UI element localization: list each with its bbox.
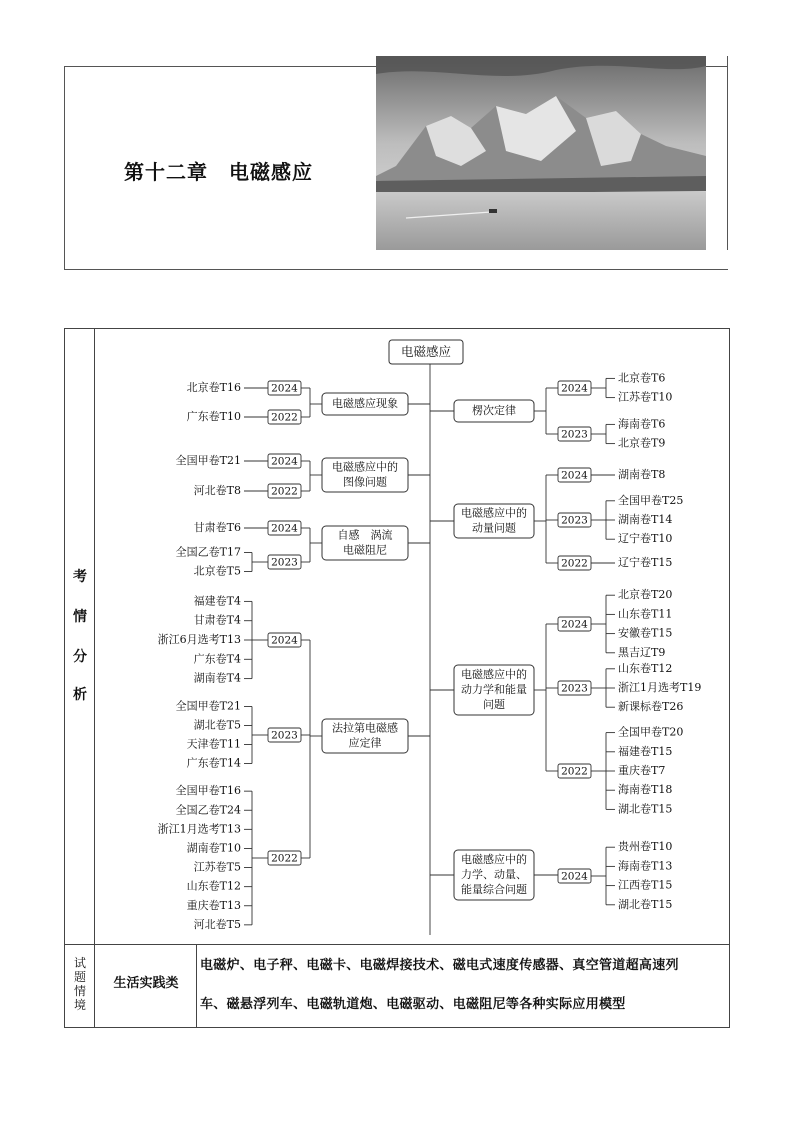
topic-node-label: 电磁感应中的 <box>332 460 398 474</box>
paper-item: 安徽卷T15 <box>618 626 673 640</box>
paper-item: 浙江1月选考T19 <box>618 681 702 694</box>
paper-item: 北京卷T9 <box>618 436 666 450</box>
paper-item: 全国甲卷T20 <box>618 725 684 739</box>
paper-item: 湖南卷T14 <box>618 513 673 526</box>
topic-node-label: 力学、动量、 <box>461 868 527 881</box>
year-label: 2024 <box>271 634 298 647</box>
year-label: 2024 <box>561 618 588 631</box>
paper-item: 湖南卷T10 <box>186 841 241 855</box>
paper-item: 甘肃卷T6 <box>193 521 241 534</box>
side-label-char: 考 <box>73 569 87 585</box>
year-label: 2022 <box>271 411 298 424</box>
paper-item: 甘肃卷T4 <box>193 613 241 627</box>
paper-item: 河北卷T8 <box>193 484 241 497</box>
paper-item: 广东卷T10 <box>186 410 241 423</box>
topic-node-label: 电磁感应中的 <box>461 668 527 681</box>
paper-item: 辽宁卷T10 <box>618 532 673 546</box>
paper-item: 福建卷T15 <box>618 744 673 758</box>
paper-item: 海南卷T13 <box>618 859 673 873</box>
paper-item: 全国乙卷T17 <box>175 545 241 559</box>
topic-node-label: 自感 涡流 <box>337 528 393 542</box>
year-label: 2024 <box>271 382 298 395</box>
year-label: 2023 <box>561 682 588 695</box>
topic-node-label: 楞次定律 <box>472 404 516 417</box>
topic-node-label: 动力学和能量 <box>461 683 527 696</box>
paper-item: 福建卷T4 <box>193 594 241 608</box>
year-label: 2024 <box>271 522 298 535</box>
scene-side-char: 境 <box>73 998 86 1012</box>
paper-item: 湖南卷T4 <box>193 671 241 685</box>
year-label: 2024 <box>561 382 588 395</box>
paper-item: 重庆卷T7 <box>618 764 666 777</box>
scene-side-char: 情 <box>73 984 86 998</box>
scene-side-char: 试 <box>73 956 86 970</box>
scene-side-char: 题 <box>73 970 86 984</box>
topic-node-label: 动量问题 <box>472 521 516 535</box>
topic-node-label: 能量综合问题 <box>461 883 527 896</box>
year-label: 2023 <box>561 514 588 527</box>
year-label: 2022 <box>271 852 298 865</box>
paper-item: 江苏卷T10 <box>618 390 673 404</box>
paper-item: 北京卷T6 <box>618 371 666 385</box>
paper-item: 北京卷T20 <box>618 588 673 602</box>
paper-item: 黑吉辽T9 <box>618 645 666 659</box>
paper-item: 海南卷T18 <box>618 783 673 797</box>
paper-item: 江苏卷T5 <box>193 860 241 874</box>
scene-category: 生活实践类 <box>113 976 179 991</box>
topic-node-label: 电磁阻尼 <box>343 543 387 557</box>
paper-item: 全国甲卷T25 <box>618 493 684 507</box>
paper-item: 湖北卷T15 <box>618 897 673 911</box>
year-label: 2023 <box>561 428 588 441</box>
paper-item: 天津卷T11 <box>186 737 241 751</box>
paper-item: 湖南卷T8 <box>618 468 666 481</box>
paper-item: 湖北卷T5 <box>193 718 241 732</box>
side-label-char: 分 <box>73 649 87 665</box>
side-label-char: 情 <box>73 609 87 625</box>
scene-text-line: 车、磁悬浮列车、电磁轨道炮、电磁驱动、电磁阻尼等各种实际应用模型 <box>200 997 626 1012</box>
topic-node-label: 电磁感应现象 <box>332 397 398 410</box>
paper-item: 新课标卷T26 <box>618 700 684 714</box>
paper-item: 山东卷T12 <box>618 661 673 675</box>
scene-text-line: 电磁炉、电子秤、电磁卡、电磁焊接技术、磁电式速度传感器、真空管道超高速列 <box>200 958 679 973</box>
year-label: 2022 <box>561 557 588 570</box>
topic-node-label: 图像问题 <box>343 475 387 489</box>
paper-item: 全国甲卷T16 <box>175 784 241 798</box>
year-label: 2023 <box>271 729 298 742</box>
paper-item: 全国乙卷T24 <box>175 803 241 817</box>
year-label: 2024 <box>271 455 298 468</box>
topic-node-label: 电磁感应中的 <box>461 853 527 866</box>
year-label: 2022 <box>561 765 588 778</box>
topic-node-label: 电磁感应中的 <box>461 506 527 520</box>
paper-item: 广东卷T14 <box>186 756 241 770</box>
paper-item: 贵州卷T10 <box>618 840 673 854</box>
year-label: 2023 <box>271 556 298 569</box>
paper-item: 全国甲卷T21 <box>175 454 241 467</box>
paper-item: 广东卷T4 <box>193 652 241 666</box>
paper-item: 海南卷T6 <box>618 417 666 431</box>
paper-item: 重庆卷T13 <box>186 898 241 912</box>
side-label-char: 析 <box>73 687 87 703</box>
paper-item: 山东卷T11 <box>618 607 673 621</box>
year-label: 2024 <box>561 870 588 883</box>
topic-node-label: 应定律 <box>348 736 382 750</box>
paper-item: 河北卷T5 <box>193 917 241 931</box>
paper-item: 湖北卷T15 <box>618 802 673 816</box>
topic-node-label: 法拉第电磁感 <box>332 721 398 735</box>
topic-node-label: 问题 <box>483 698 505 711</box>
chapter-title: 第十二章 电磁感应 <box>124 160 313 184</box>
paper-item: 江西卷T15 <box>618 878 673 892</box>
paper-item: 辽宁卷T15 <box>618 556 673 569</box>
paper-item: 全国甲卷T21 <box>175 699 241 713</box>
year-label: 2022 <box>271 485 298 498</box>
paper-item: 浙江1月选考T13 <box>157 822 241 836</box>
paper-item: 北京卷T5 <box>193 564 241 578</box>
paper-item: 山东卷T12 <box>186 879 241 893</box>
root-node-label: 电磁感应 <box>400 344 452 359</box>
paper-item: 浙江6月选考T13 <box>157 633 241 646</box>
year-label: 2024 <box>561 469 588 482</box>
paper-item: 北京卷T16 <box>186 381 241 394</box>
